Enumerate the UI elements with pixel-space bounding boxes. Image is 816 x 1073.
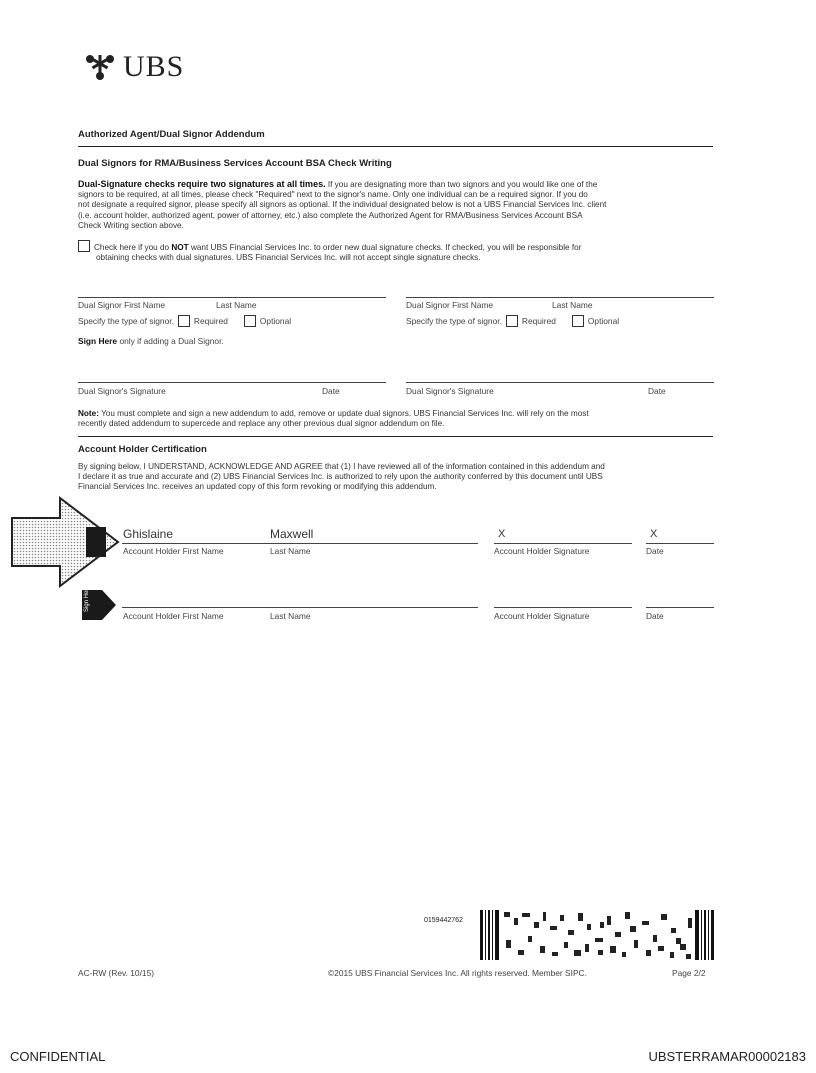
- holder1-last-name-label: Last Name: [270, 546, 311, 556]
- holder1-date-label: Date: [646, 546, 664, 556]
- signor1-signature-label: Dual Signor's Signature: [78, 386, 166, 396]
- holder1-first-name-label: Account Holder First Name: [123, 546, 224, 556]
- barcode-number: 0159442762: [424, 917, 463, 924]
- holder1-signature-mark: X: [498, 528, 506, 540]
- ubs-logo: [83, 50, 184, 84]
- page-title: Authorized Agent/Dual Signor Addendum: [78, 129, 265, 140]
- bates-number: UBSTERRAMAR00002183: [648, 1049, 806, 1064]
- holder2-last-name-label: Last Name: [270, 611, 311, 621]
- signor2-last-name-label: Last Name: [552, 300, 593, 310]
- holder1-last-name-value[interactable]: Maxwell: [270, 527, 314, 541]
- holder2-signature-line[interactable]: [494, 607, 632, 608]
- signor2-signature-label: Dual Signor's Signature: [406, 386, 494, 396]
- dual-section-heading: Dual Signors for RMA/Business Services Account BSA Check Writing: [78, 158, 392, 169]
- sign-here-tab-1: [86, 527, 106, 557]
- signor1-date-label: Date: [322, 386, 340, 396]
- keys-icon: [83, 52, 117, 82]
- copyright: ©2015 UBS Financial Services Inc. All rights reserved. Member SIPC.: [328, 968, 587, 978]
- holder1-signature-label: Account Holder Signature: [494, 546, 590, 556]
- holder2-first-name-label: Account Holder First Name: [123, 611, 224, 621]
- cert-text: By signing below, I UNDERSTAND, ACKNOWLEDGE AND AGREE that (1) I have reviewed all of the information contained in this addendum and I declare it as true and accurate and (2) UBS Financial Services Inc. is authorized to rely upon the authority conferred by this document until UBS Financial Services Inc. receives an updated copy of this form revoking or modifying this addendum.: [78, 462, 605, 492]
- holder1-first-name-value[interactable]: Ghislaine: [123, 527, 174, 541]
- signor2-name-line[interactable]: [406, 297, 714, 298]
- holder1-date-line[interactable]: [646, 543, 714, 544]
- barcode-icon: [480, 910, 714, 960]
- holder2-date-line[interactable]: [646, 607, 714, 608]
- holder1-date-mark: X: [650, 528, 658, 540]
- signor1-required-checkbox[interactable]: [178, 315, 190, 327]
- no-checks-option: Check here if you do NOT want UBS Financial Services Inc. to order new dual signature checks. If checked, you will be responsible for obtaining checks with dual signatures. UBS Financial Services Inc. will not accept single signature checks.: [78, 240, 714, 263]
- dual-intro: Dual-Signature checks require two signatures at all times. If you are designating more than two signors and you would like one of the signors to be required, at all times, please check "Required" next to the signor's name. Only one individual can be a required signor. If you do not designate a required signor, please specify all signors as optional. If the individual designated below is not a UBS Financial Services Inc. client (i.e. account holder, authorized agent, power of attorney, etc.) also complete the Authorized Agent for RMA/Business Services Account BSA Check Writing section above.: [78, 179, 607, 230]
- brand-name: UBS: [123, 50, 185, 83]
- signor1-first-name-label: Dual Signor First Name: [78, 300, 166, 310]
- page-number: Page 2/2: [672, 968, 706, 978]
- holder2-name-line[interactable]: [122, 607, 478, 608]
- signor1-name-line[interactable]: [78, 297, 386, 298]
- signor2-optional-checkbox[interactable]: [572, 315, 584, 327]
- signor1-optional-checkbox[interactable]: [244, 315, 256, 327]
- holder1-signature-line[interactable]: [494, 543, 632, 544]
- sign-here-note: Sign Here only if adding a Dual Signor.: [78, 336, 224, 346]
- holder2-signature-label: Account Holder Signature: [494, 611, 590, 621]
- signor2-date-label: Date: [648, 386, 666, 396]
- signor1-signature-line[interactable]: [78, 382, 386, 383]
- signor2-signature-line[interactable]: [406, 382, 714, 383]
- holder2-date-label: Date: [646, 611, 664, 621]
- cert-heading: Account Holder Certification: [78, 444, 207, 455]
- form-id: AC-RW (Rev. 10/15): [78, 968, 155, 978]
- signor2-required-checkbox[interactable]: [506, 315, 518, 327]
- divider: [78, 436, 713, 437]
- signor1-type: Specify the type of signor. Required Optional: [78, 315, 292, 326]
- sign-here-tab-label: Sign Here: [84, 585, 90, 612]
- divider: [78, 146, 713, 147]
- signor2-type: Specify the type of signor. Required Optional: [406, 315, 620, 326]
- note: Note: You must complete and sign a new addendum to add, remove or update dual signors. UBS Financial Services Inc. will rely on the most recently dated addendum to supercede and replace any other previous dual signor addendum on file.: [78, 409, 589, 429]
- signor1-last-name-label: Last Name: [216, 300, 257, 310]
- signor2-first-name-label: Dual Signor First Name: [406, 300, 494, 310]
- holder1-name-line: [122, 543, 478, 544]
- confidential-label: CONFIDENTIAL: [10, 1049, 106, 1064]
- no-new-checks-checkbox[interactable]: [78, 240, 90, 252]
